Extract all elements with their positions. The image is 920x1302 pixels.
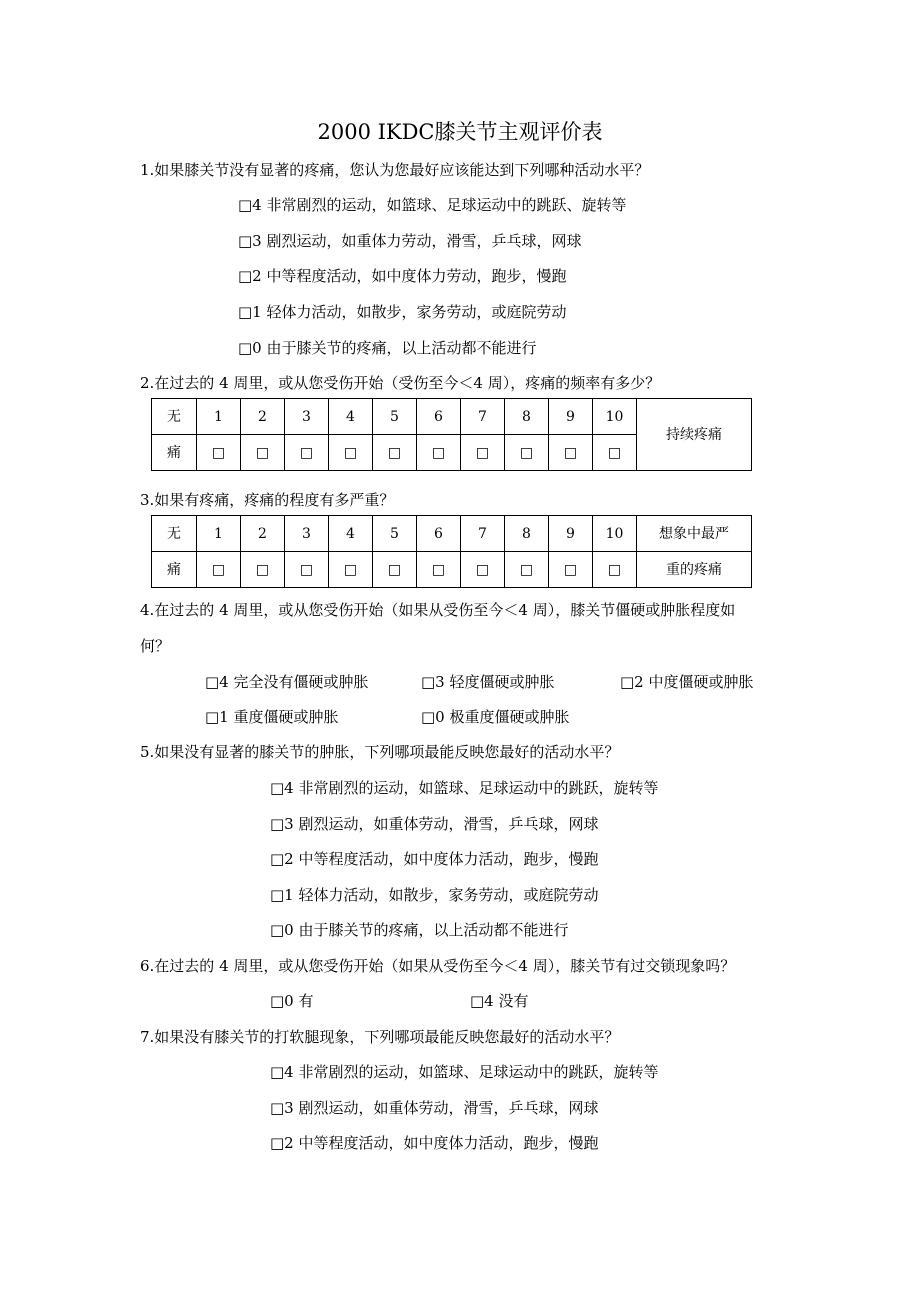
q2-checkbox-7[interactable]: □: [475, 444, 490, 461]
q7-option-2[interactable]: □2 中等程度活动，如中度体力活动，跑步，慢跑: [270, 1134, 599, 1152]
q3-number: 8: [505, 516, 549, 552]
q4-option-4[interactable]: □4 完全没有僵硬或肿胀: [205, 673, 369, 691]
q3-number: 9: [549, 516, 593, 552]
q2-number: 10: [593, 399, 637, 435]
q7-option-3[interactable]: □3 剧烈运动，如重体劳动，滑雪，乒乓球，网球: [270, 1099, 599, 1117]
q3-number: 2: [241, 516, 285, 552]
q2-number: 8: [505, 399, 549, 435]
q5-option-2[interactable]: □2 中等程度活动，如中度体力活动，跑步，慢跑: [270, 850, 599, 868]
q3-checkbox-3[interactable]: □: [299, 561, 314, 578]
q2-checkbox-6[interactable]: □: [431, 444, 446, 461]
q3-number: 10: [593, 516, 637, 552]
q5-option-4[interactable]: □4 非常剧烈的运动，如篮球、足球运动中的跳跃，旋转等: [270, 779, 659, 797]
q6-option-no[interactable]: □4 没有: [470, 992, 529, 1010]
q3-checkbox-4[interactable]: □: [343, 561, 358, 578]
q2-checkbox-8[interactable]: □: [519, 444, 534, 461]
q3-checkbox-8[interactable]: □: [519, 561, 534, 578]
q2-number: 4: [329, 399, 373, 435]
q2-checkbox-4[interactable]: □: [343, 444, 358, 461]
q1-option-2[interactable]: □2 中等程度活动，如中度体力劳动，跑步，慢跑: [238, 267, 567, 285]
q2-checkbox-5[interactable]: □: [387, 444, 402, 461]
q2-number: 3: [285, 399, 329, 435]
question-3: 3.如果有疼痛，疼痛的程度有多严重？: [140, 491, 395, 509]
q3-number: 4: [329, 516, 373, 552]
q7-option-4[interactable]: □4 非常剧烈的运动，如篮球、足球运动中的跳跃，旋转等: [270, 1063, 659, 1081]
q1-option-3[interactable]: □3 剧烈运动，如重体力劳动，滑雪，乒乓球，网球: [238, 232, 582, 250]
q2-none-label-top: 无: [152, 399, 197, 435]
q2-number: 6: [417, 399, 461, 435]
q2-checkbox-1[interactable]: □: [211, 444, 226, 461]
q2-number: 2: [241, 399, 285, 435]
q3-severity-scale: [151, 515, 752, 588]
q4-option-3[interactable]: □3 轻度僵硬或肿胀: [421, 673, 555, 691]
q3-worst-pain-label-bottom: 重的疼痛: [637, 552, 752, 588]
q6-option-yes[interactable]: □0 有: [270, 992, 314, 1010]
q2-number: 5: [373, 399, 417, 435]
q3-number: 1: [197, 516, 241, 552]
q3-checkbox-6[interactable]: □: [431, 561, 446, 578]
q1-option-4[interactable]: □4 非常剧烈的运动，如篮球、足球运动中的跳跃、旋转等: [238, 196, 627, 214]
q4-option-2[interactable]: □2 中度僵硬或肿胀: [620, 673, 754, 691]
q4-option-1[interactable]: □1 重度僵硬或肿胀: [205, 708, 339, 726]
q3-checkbox-1[interactable]: □: [211, 561, 226, 578]
q5-option-0[interactable]: □0 由于膝关节的疼痛，以上活动都不能进行: [270, 921, 569, 939]
q2-constant-pain-label: 持续疼痛: [637, 399, 752, 471]
q2-none-label-bottom: 痛: [152, 435, 197, 471]
q3-none-label-bottom: 痛: [152, 552, 197, 588]
q2-checkbox-9[interactable]: □: [563, 444, 578, 461]
q2-checkbox-2[interactable]: □: [255, 444, 270, 461]
q1-option-1[interactable]: □1 轻体力活动，如散步，家务劳动，或庭院劳动: [238, 303, 567, 321]
q1-option-0[interactable]: □0 由于膝关节的疼痛，以上活动都不能进行: [238, 339, 537, 357]
q2-number: 1: [197, 399, 241, 435]
q2-checkbox-10[interactable]: □: [607, 444, 622, 461]
q2-checkbox-3[interactable]: □: [299, 444, 314, 461]
q3-checkbox-9[interactable]: □: [563, 561, 578, 578]
question-2: 2.在过去的 4 周里，或从您受伤开始（受伤至今＜4 周），疼痛的频率有多少？: [140, 374, 661, 392]
q2-number: 9: [549, 399, 593, 435]
q3-checkbox-5[interactable]: □: [387, 561, 402, 578]
q3-number: 3: [285, 516, 329, 552]
q2-number: 7: [461, 399, 505, 435]
q3-worst-pain-label-top: 想象中最严: [637, 516, 752, 552]
q5-option-1[interactable]: □1 轻体力活动，如散步，家务劳动，或庭院劳动: [270, 886, 599, 904]
q3-number: 7: [461, 516, 505, 552]
q3-none-label-top: 无: [152, 516, 197, 552]
q2-frequency-scale: [151, 398, 752, 471]
question-7: 7.如果没有膝关节的打软腿现象，下列哪项最能反映您最好的活动水平？: [140, 1028, 620, 1046]
question-4-line-1: 4.在过去的 4 周里，或从您受伤开始（如果从受伤至今＜4 周），膝关节僵硬或肿胀程度如: [140, 601, 736, 619]
question-6: 6.在过去的 4 周里，或从您受伤开始（如果从受伤至今＜4 周），膝关节有过交锁现象吗？: [140, 957, 736, 975]
q3-checkbox-7[interactable]: □: [475, 561, 490, 578]
question-4-line-2: 何？: [140, 637, 171, 655]
q3-number: 6: [417, 516, 461, 552]
q3-checkbox-10[interactable]: □: [607, 561, 622, 578]
q4-option-0[interactable]: □0 极重度僵硬或肿胀: [421, 708, 570, 726]
q3-number: 5: [373, 516, 417, 552]
q3-checkbox-2[interactable]: □: [255, 561, 270, 578]
question-1: 1.如果膝关节没有显著的疼痛，您认为您最好应该能达到下列哪种活动水平？: [140, 161, 650, 179]
q5-option-3[interactable]: □3 剧烈运动，如重体劳动，滑雪，乒乓球，网球: [270, 815, 599, 833]
page-title: 2000 IKDC膝关节主观评价表: [317, 120, 603, 144]
question-5: 5.如果没有显著的膝关节的肿胀，下列哪项最能反映您最好的活动水平？: [140, 743, 620, 761]
